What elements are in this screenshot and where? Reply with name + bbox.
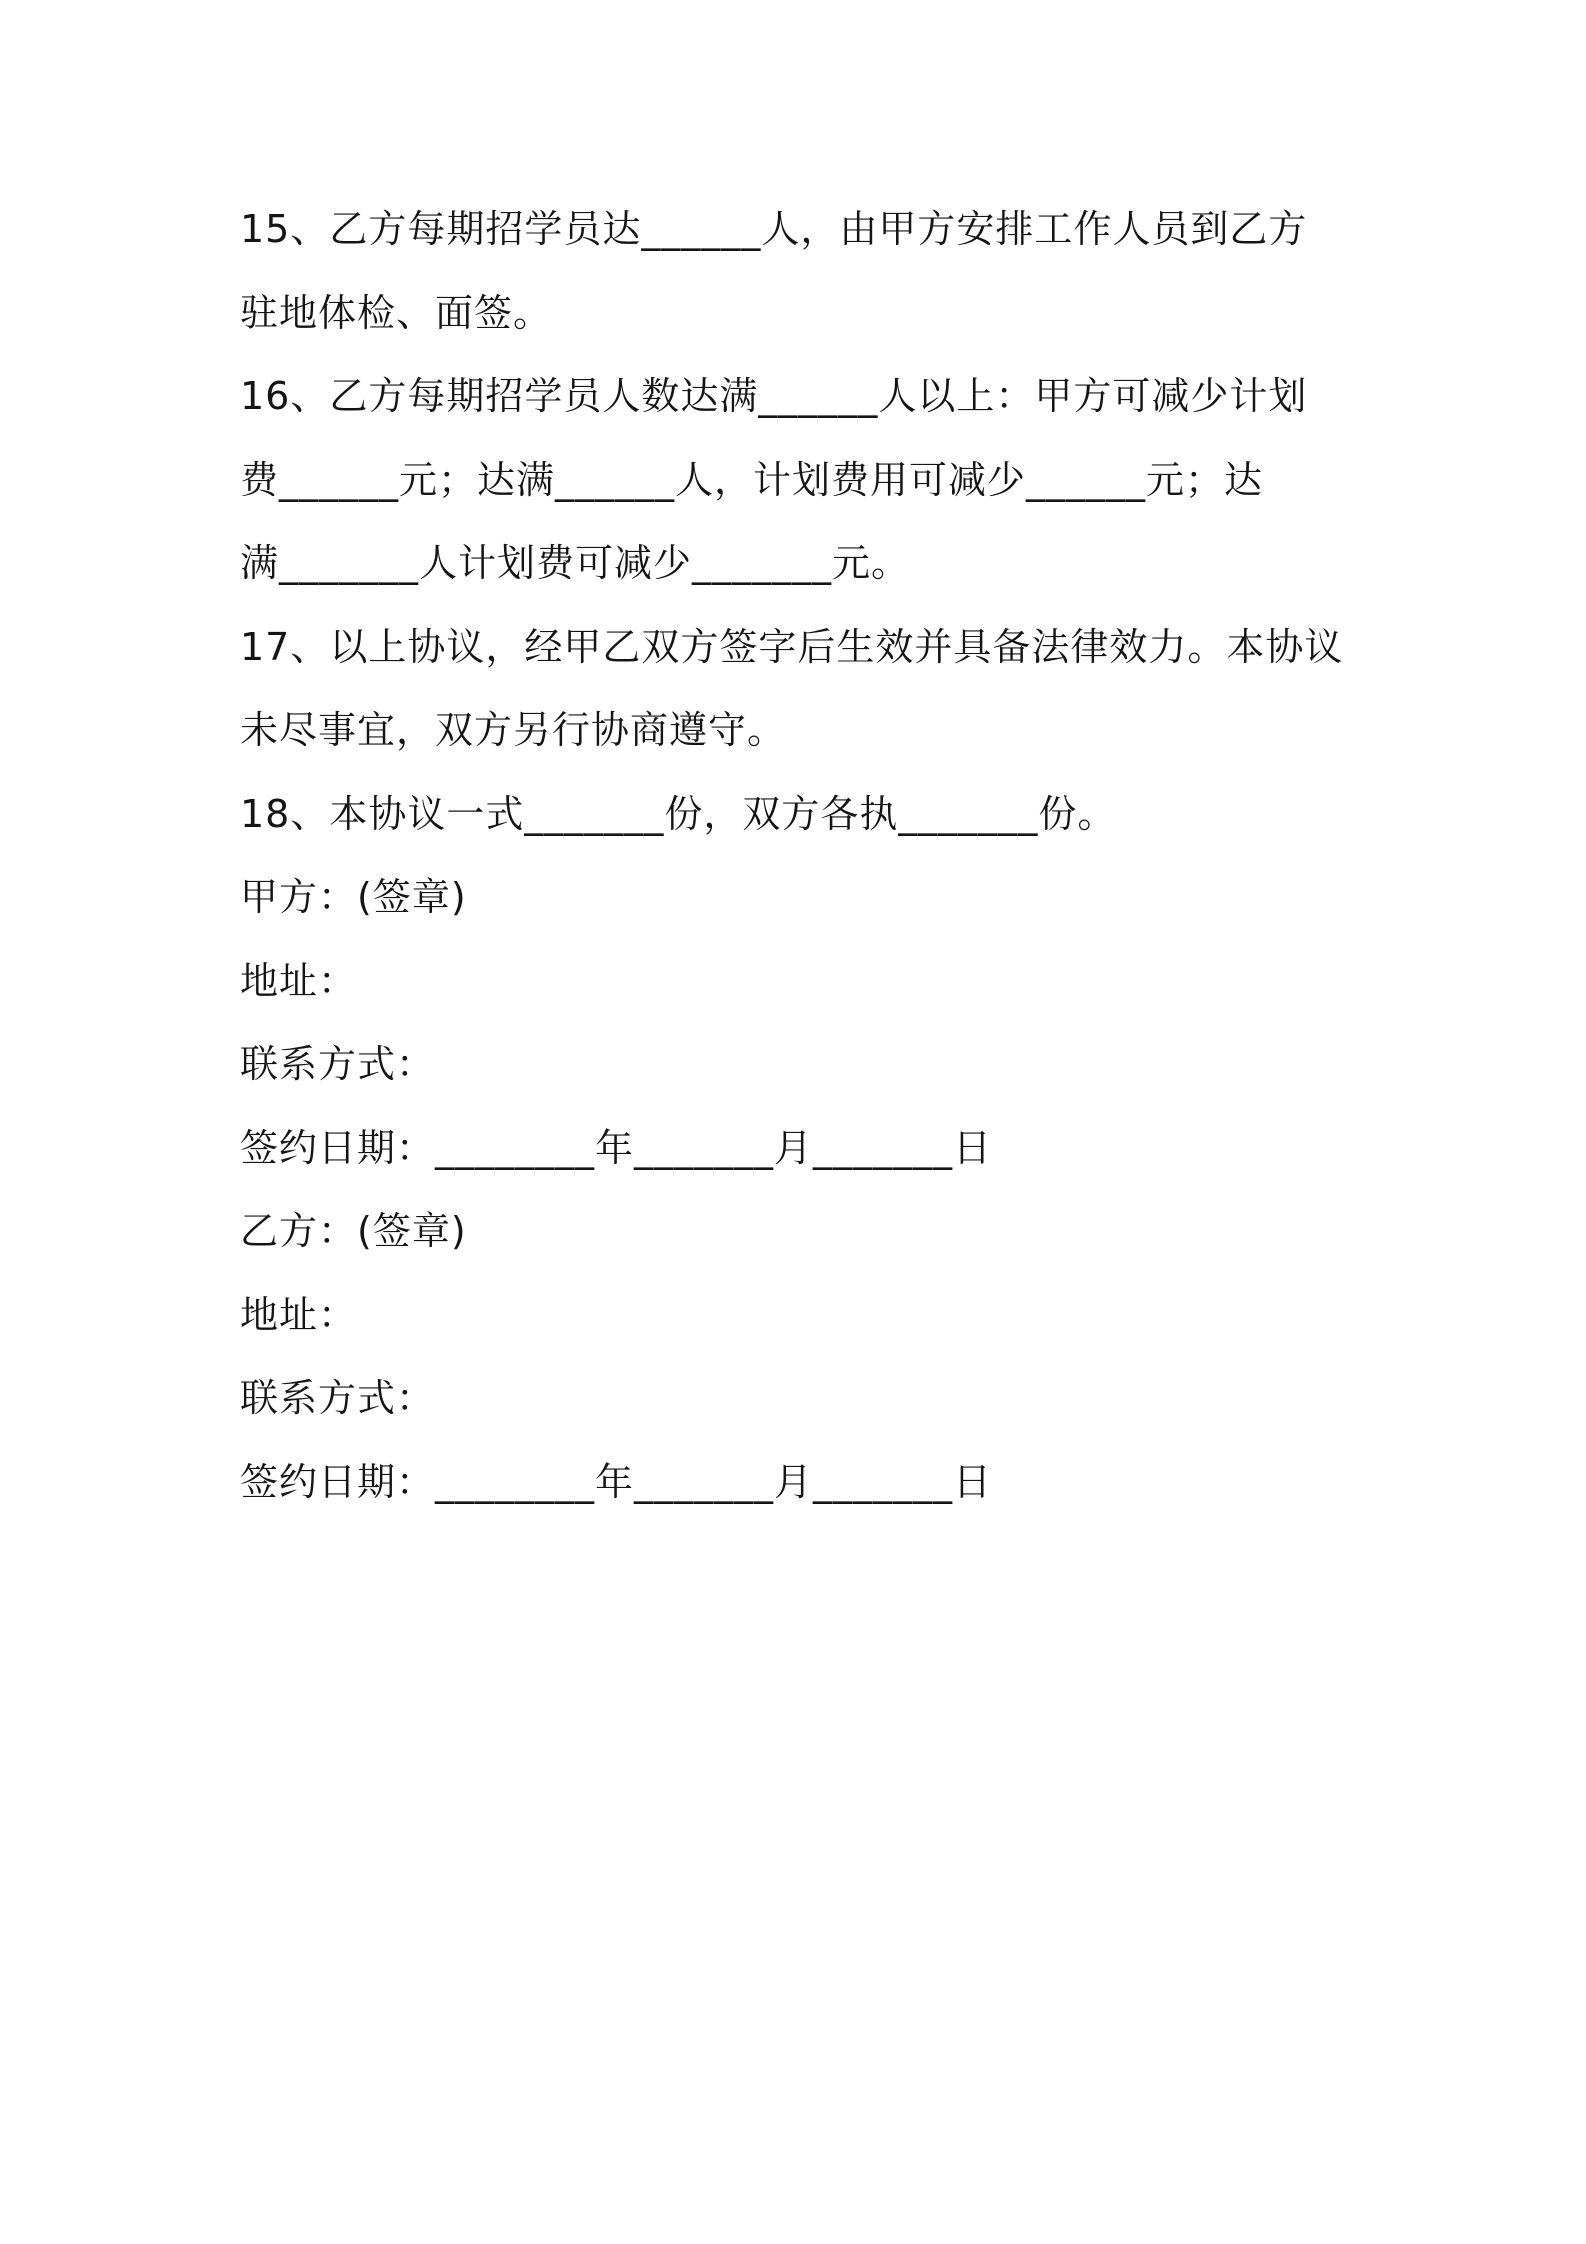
clause-line [240, 773, 1360, 857]
party-a-contact: 联系方式： [240, 1042, 436, 1086]
clause-text: 满_______人计划费可减少_______元。 [240, 541, 911, 585]
clause-line [240, 439, 1360, 523]
clause-text: 驻地体检、面签。 [240, 290, 553, 335]
clause-16 [240, 355, 1360, 606]
clause-line [240, 522, 1360, 606]
clause-line [240, 606, 1360, 690]
clause-text: 17、以上协议，经甲乙双方签字后生效并具备法律效力。本协议 [240, 624, 1344, 669]
clause-text: 未尽事宜，双方另行协商遵守。 [240, 708, 787, 752]
document-body [240, 188, 1360, 1524]
party-a-address: 地址： [240, 958, 358, 1003]
clause-line [240, 689, 1360, 773]
clause-line [240, 188, 1360, 272]
clause-line [240, 272, 1360, 356]
clause-text: 18、本协议一式_______份，双方各执_______份。 [240, 791, 1117, 836]
clause-18 [240, 773, 1360, 857]
party-a-date: 签约日期：________年_______月_______日 [240, 1125, 993, 1170]
party-b-date: 签约日期：________年_______月_______日 [240, 1459, 993, 1504]
party-b-seal: 乙方：(签章) [240, 1209, 467, 1253]
clause-line [240, 355, 1360, 439]
clause-15 [240, 188, 1360, 355]
party-a-signature-block [240, 856, 1360, 1190]
party-b-signature-block [240, 1190, 1360, 1524]
party-b-address: 地址： [240, 1292, 358, 1337]
clause-text: 费______元；达满______人，计划费用可减少______元；达 [240, 457, 1264, 502]
clause-text: 16、乙方每期招学员人数达满______人以上：甲方可减少计划 [240, 374, 1308, 418]
clause-text: 15、乙方每期招学员达______人，由甲方安排工作人员到乙方 [240, 207, 1308, 251]
clause-17 [240, 606, 1360, 773]
party-a-seal: 甲方：(签章) [240, 875, 467, 919]
party-b-contact: 联系方式： [240, 1376, 436, 1420]
